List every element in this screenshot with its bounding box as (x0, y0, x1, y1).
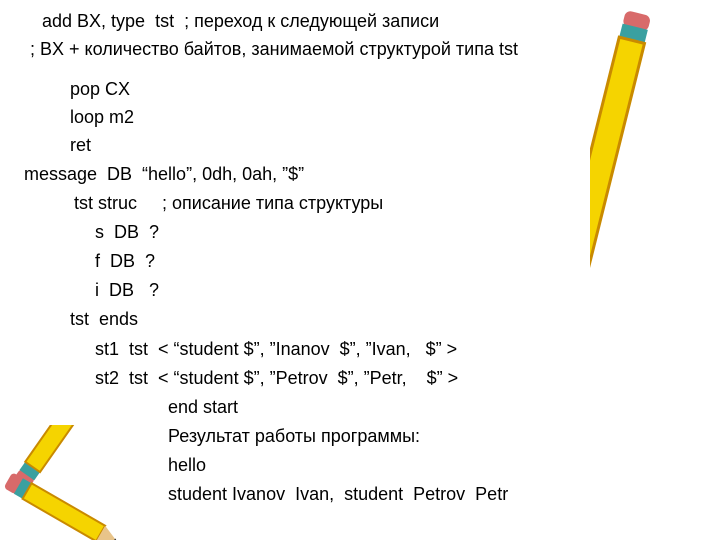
code-line: st1 tst < “student $”, ”Inanov $”, ”Ivan, $” > (95, 339, 458, 359)
code-line: tst ends (70, 309, 139, 329)
code-line: ret (70, 135, 92, 155)
code-line: message DB “hello”, 0dh, 0ah, ”$” (24, 164, 305, 184)
code-line: f DB ? (95, 251, 156, 271)
code-line: st2 tst < “student $”, ”Petrov $”, ”Petr, $” > (95, 368, 459, 388)
code-line: Результат работы программы: (168, 426, 421, 446)
code-line: loop m2 (70, 107, 135, 127)
pencil-body (23, 483, 106, 540)
pencil-body (590, 37, 644, 470)
pencil-body (25, 425, 83, 472)
code-line: pop CX (70, 79, 131, 99)
code-line: ; BX + количество байтов, занимаемой структурой типа tst (30, 39, 518, 59)
code-line: student Ivanov Ivan, student Petrov Petr (168, 484, 509, 504)
pencil-right-icon (590, 0, 720, 540)
code-line: s DB ? (95, 222, 160, 242)
code-line: add BX, type tst ; переход к следующей записи (42, 11, 440, 31)
code-line: i DB ? (95, 280, 160, 300)
code-line: tst struc ; описание типа структуры (74, 193, 384, 213)
crossed-pencils-icon (0, 425, 150, 540)
code-line: hello (168, 455, 207, 475)
code-line: end start (168, 397, 239, 417)
